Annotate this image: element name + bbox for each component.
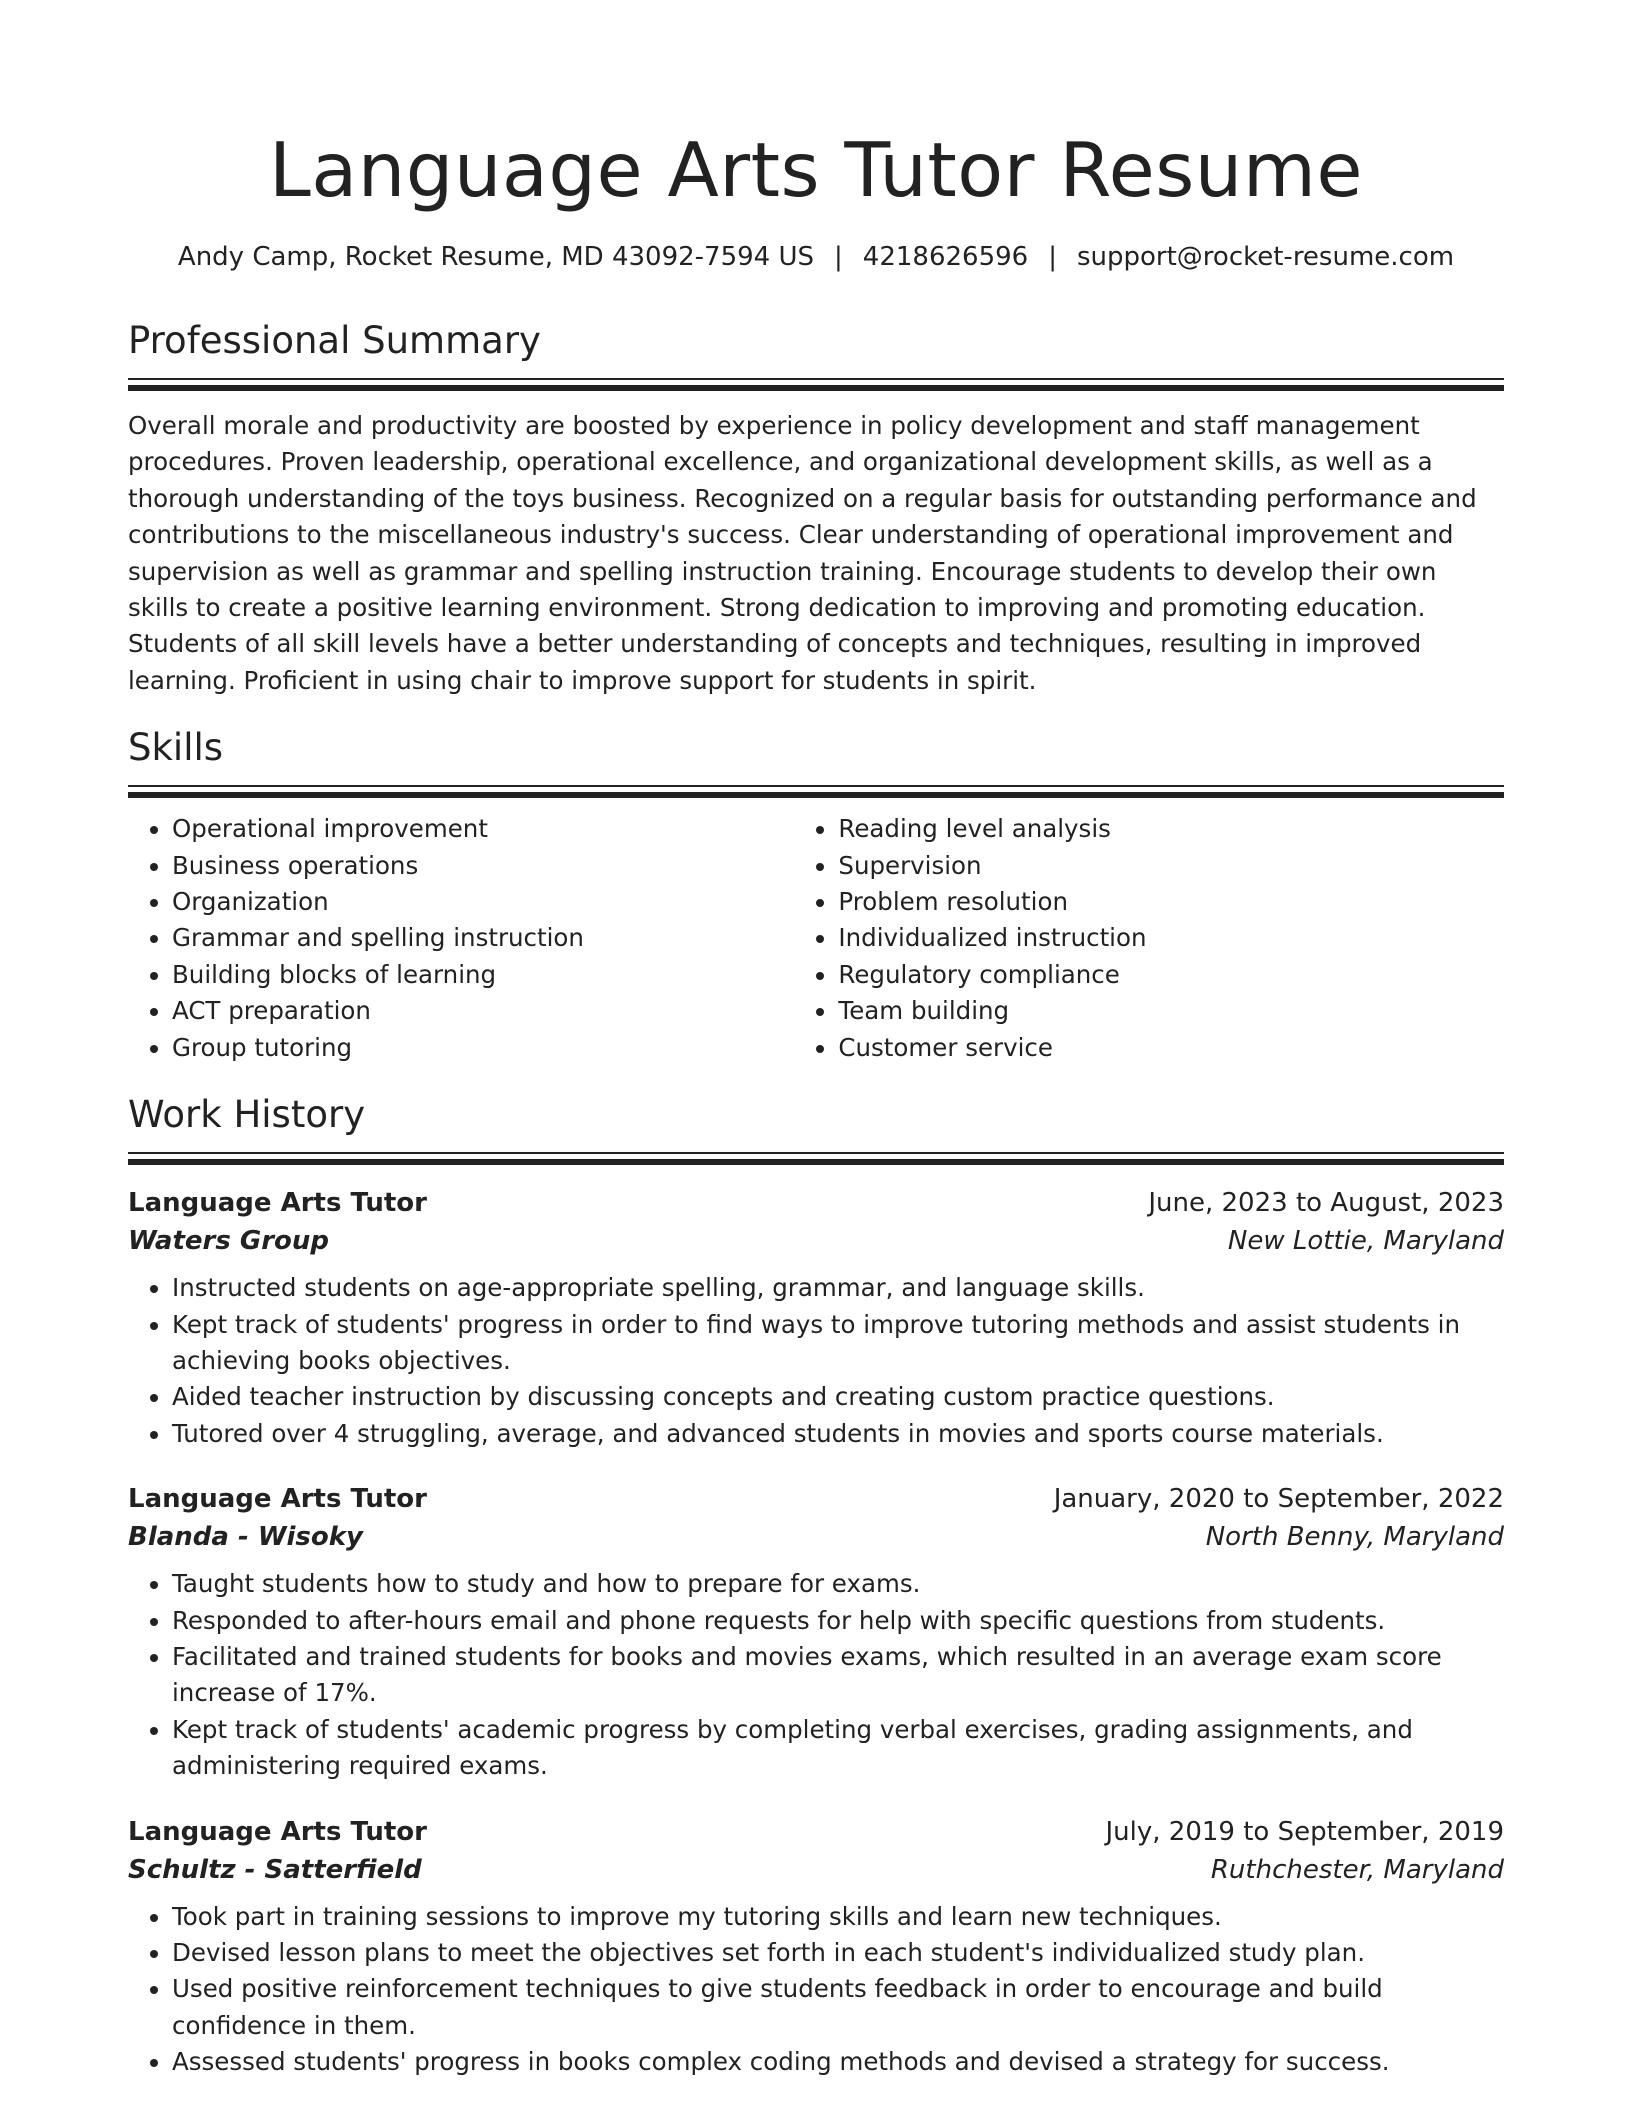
contact-separator: | [834, 242, 843, 272]
skills-section [128, 725, 1504, 1066]
job-title: Language Arts Tutor [128, 1816, 427, 1847]
job-company: Blanda - Wisoky [128, 1522, 364, 1553]
job-bullet: • Kept track of students' progress in order to find ways to improve tutoring methods and assist students in achieving books objectives. [172, 1307, 1504, 1380]
skill-item: • Business operations [172, 848, 794, 884]
skill-item: • Organization [172, 884, 794, 920]
skill-item: • Reading level analysis [838, 811, 1504, 847]
job-bullet: • Assessed students' progress in books complex coding methods and devised a strategy for success. [172, 2044, 1504, 2080]
job-header [128, 1184, 1504, 1222]
skills-list-left [128, 811, 794, 1066]
job-bullet: • Responded to after-hours email and phone requests for help with specific questions from students. [172, 1603, 1504, 1639]
job-bullets [128, 1566, 1504, 1784]
summary-text: Overall morale and productivity are boosted by experience in policy development and staff management procedures. Proven leadership, operational excellence, and organizational development skills, as well as a thorough understanding of the toys business. Recognized on a regular basis for outstanding performance and contributions to the miscellaneous industry's success. Clear understanding of operational improvement and supervision as well as grammar and spelling instruction training. Encourage students to develop their own skills to create a positive learning environment. Strong dedication to improving and promoting education. Students of all skill levels have a better understanding of concepts and techniques, resulting in improved learning. Proficient in using chair to improve support for students in spirit. [128, 411, 1477, 695]
job-location: New Lottie, Maryland [1227, 1226, 1504, 1257]
contact-email[interactable]: support@rocket-resume.com [1076, 242, 1455, 272]
job-dates: July, 2019 to September, 2019 [1105, 1816, 1504, 1847]
contact-phone: 4218626596 [862, 242, 1029, 272]
skills-list-right [794, 811, 1504, 1066]
job-bullet: • Took part in training sessions to improve my tutoring skills and learn new techniques. [172, 1899, 1504, 1935]
job-header [128, 1480, 1504, 1518]
job-title: Language Arts Tutor [128, 1188, 427, 1219]
skill-item: • Customer service [838, 1030, 1504, 1066]
job-bullet: • Taught students how to study and how to prepare for exams. [172, 1566, 1504, 1602]
skill-item: • ACT preparation [172, 993, 794, 1029]
skill-item: • Problem resolution [838, 884, 1504, 920]
skill-item: • Building blocks of learning [172, 957, 794, 993]
skills-columns [128, 811, 1504, 1066]
job-bullet: • Kept track of students' academic progress by completing verbal exercises, grading assignments, and administering required exams. [172, 1712, 1504, 1785]
job-bullets [128, 1899, 1504, 2081]
job-subheader [128, 1518, 1504, 1556]
work-heading: Work History [128, 1093, 366, 1137]
job-company: Schultz - Satterfield [128, 1854, 422, 1885]
job-bullet: • Aided teacher instruction by discussing concepts and creating custom practice questions. [172, 1379, 1504, 1415]
job-entry [128, 1184, 1504, 1452]
skill-item: • Grammar and spelling instruction [172, 920, 794, 956]
job-bullet: • Facilitated and trained students for books and movies exams, which resulted in an average exam score increase of 17%. [172, 1639, 1504, 1712]
job-bullet: • Instructed students on age-appropriate spelling, grammar, and language skills. [172, 1270, 1504, 1306]
job-subheader [128, 1222, 1504, 1260]
job-subheader [128, 1851, 1504, 1889]
skill-item: • Operational improvement [172, 811, 794, 847]
job-entry [128, 1813, 1504, 2081]
job-dates: June, 2023 to August, 2023 [1148, 1188, 1504, 1219]
job-bullet: • Tutored over 4 struggling, average, and advanced students in movies and sports course materials. [172, 1416, 1504, 1452]
job-company: Waters Group [128, 1226, 330, 1257]
contact-separator: | [1048, 242, 1057, 272]
contact-line [128, 240, 1504, 274]
skill-item: • Individualized instruction [838, 920, 1504, 956]
contact-address: Andy Camp, Rocket Resume, MD 43092-7594 US [177, 242, 815, 272]
job-location: North Benny, Maryland [1205, 1522, 1504, 1553]
section-divider [128, 785, 1504, 799]
resume-page [128, 0, 1504, 2081]
skills-heading: Skills [128, 726, 224, 770]
skill-item: • Regulatory compliance [838, 957, 1504, 993]
job-title: Language Arts Tutor [128, 1484, 427, 1515]
job-bullets [128, 1270, 1504, 1452]
job-dates: January, 2020 to September, 2022 [1053, 1484, 1504, 1515]
work-section [128, 1092, 1504, 2081]
job-bullet: • Used positive reinforcement techniques to give students feedback in order to encourage and build confidence in them. [172, 1971, 1504, 2044]
summary-heading: Professional Summary [128, 319, 541, 362]
resume-title: Language Arts Tutor Resume [268, 126, 1364, 214]
skill-item: • Team building [838, 993, 1504, 1029]
skill-item: • Group tutoring [172, 1030, 794, 1066]
section-divider [128, 1152, 1504, 1166]
section-divider [128, 378, 1504, 392]
job-entry [128, 1480, 1504, 1784]
skill-item: • Supervision [838, 848, 1504, 884]
job-location: Ruthchester, Maryland [1210, 1854, 1504, 1885]
job-header [128, 1813, 1504, 1851]
summary-section [128, 318, 1504, 699]
job-bullet: • Devised lesson plans to meet the objectives set forth in each student's individualized study plan. [172, 1935, 1504, 1971]
